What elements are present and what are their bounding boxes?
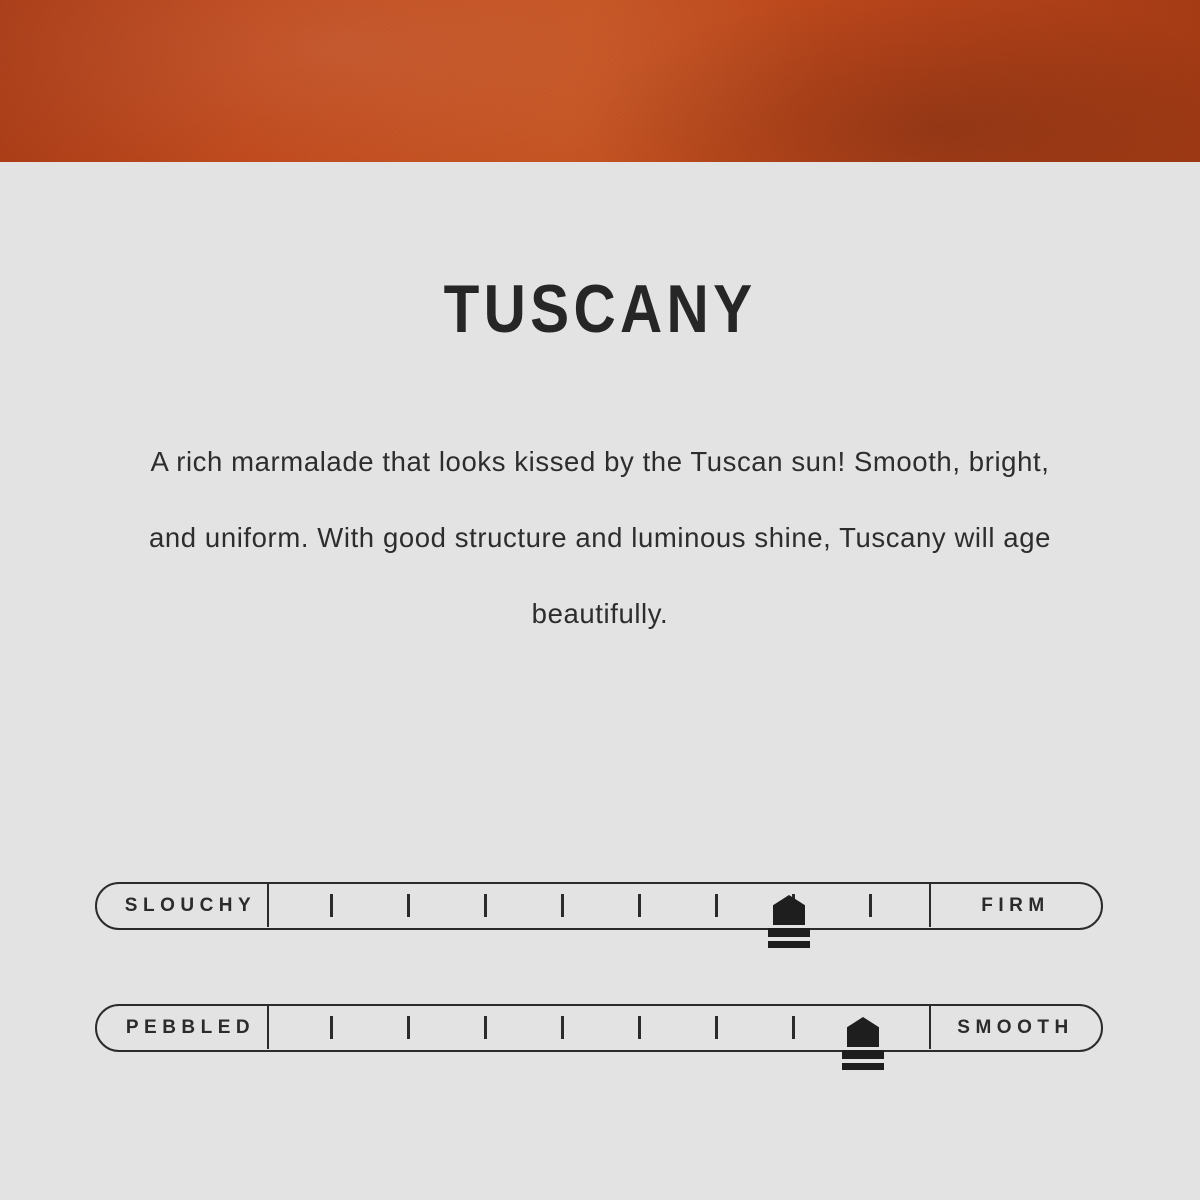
scale-tick	[330, 1016, 333, 1039]
scale-marker[interactable]	[768, 895, 810, 959]
scale-left-label: SLOUCHY	[97, 884, 269, 927]
product-card	[0, 162, 1200, 1200]
scale-tick	[869, 894, 872, 917]
attribute-scales	[0, 882, 1200, 1114]
scale-tick	[715, 1016, 718, 1039]
scale-tick	[407, 1016, 410, 1039]
banner-texture-overlay	[0, 0, 1200, 162]
marker-bar	[842, 1063, 884, 1070]
scale-tick	[561, 1016, 564, 1039]
scale-tick	[561, 894, 564, 917]
scale-tick	[484, 894, 487, 917]
scale-ticks	[271, 884, 931, 927]
scale-tick	[407, 894, 410, 917]
scale-tick	[715, 894, 718, 917]
scale-track[interactable]	[95, 882, 1103, 930]
scale-tick	[330, 894, 333, 917]
scale-tick	[484, 1016, 487, 1039]
scale-texture	[95, 1004, 1105, 1114]
scale-marker[interactable]	[842, 1017, 884, 1081]
product-description: A rich marmalade that looks kissed by the Tuscan sun! Smooth, bright, and uniform. With good structure and luminous shine, Tuscany will age beautifully.	[149, 446, 1051, 629]
scale-left-label: PEBBLED	[97, 1006, 269, 1049]
marker-bar	[768, 928, 810, 937]
marker-bar	[768, 941, 810, 948]
marker-bar	[842, 1050, 884, 1059]
marker-pin-icon	[773, 895, 805, 925]
color-swatch-banner	[0, 0, 1200, 162]
scale-right-label: SMOOTH	[929, 1006, 1101, 1049]
scale-tick	[638, 894, 641, 917]
marker-pin-icon	[847, 1017, 879, 1047]
page-title: TUSCANY	[443, 271, 757, 347]
scale-track[interactable]	[95, 1004, 1103, 1052]
scale-right-label: FIRM	[929, 884, 1101, 927]
scale-ticks	[271, 1006, 931, 1049]
scale-tick	[638, 1016, 641, 1039]
scale-structure	[95, 882, 1105, 992]
scale-tick	[792, 1016, 795, 1039]
